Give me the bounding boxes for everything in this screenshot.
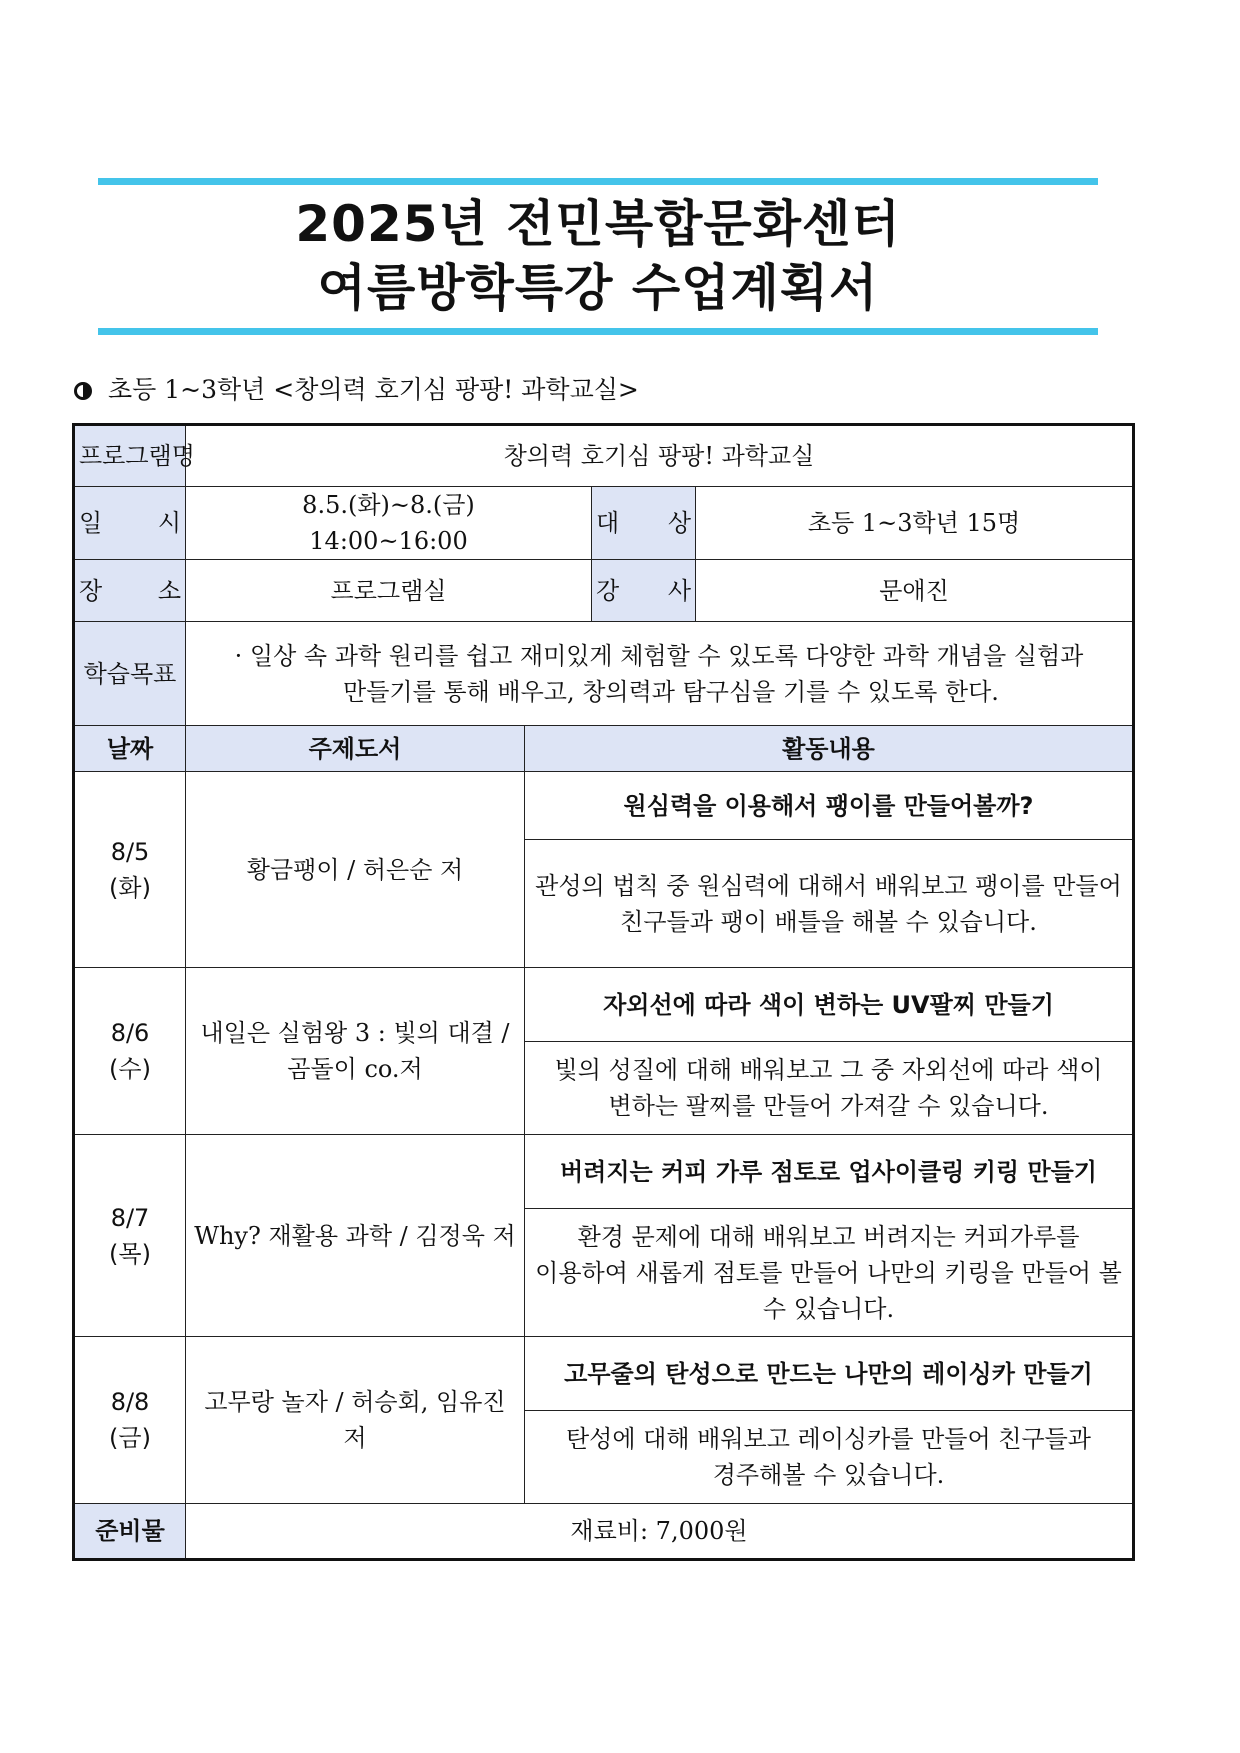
place-label: 장 소 bbox=[74, 560, 186, 622]
session-date-cell bbox=[74, 1135, 186, 1337]
activity-title: 버려지는 커피 가루 점토로 업사이클링 키링 만들기 bbox=[525, 1135, 1134, 1209]
goal-value bbox=[186, 622, 1134, 726]
place-value: 프로그램실 bbox=[186, 560, 592, 622]
column-header-activity: 활동내용 bbox=[525, 726, 1134, 772]
target-label: 대 상 bbox=[592, 487, 696, 560]
session-book: 내일은 실험왕 3 : 빛의 대결 / 곰돌이 co.저 bbox=[186, 968, 525, 1135]
goal-row bbox=[74, 622, 1134, 726]
half-circle-bullet-icon bbox=[74, 382, 92, 400]
goal-label: 학습목표 bbox=[74, 622, 186, 726]
schedule-value bbox=[186, 487, 592, 560]
session-book: 황금팽이 / 허은순 저 bbox=[186, 772, 525, 968]
document-title-line2: 여름방학특강 수업계획서 bbox=[317, 259, 879, 317]
goal-text-line2: 만들기를 통해 배우고, 창의력과 탐구심을 기를 수 있도록 한다. bbox=[343, 677, 999, 706]
activity-title: 고무줄의 탄성으로 만드는 나만의 레이싱카 만들기 bbox=[525, 1337, 1134, 1411]
target-value: 초등 1~3학년 15명 bbox=[696, 487, 1134, 560]
activity-description: 관성의 법칙 중 원심력에 대해서 배워보고 팽이를 만들어 친구들과 팽이 배틀을 해볼 수 있습니다. bbox=[525, 840, 1134, 968]
table-row bbox=[74, 772, 1134, 840]
document-title-block bbox=[98, 178, 1098, 336]
column-header-date: 날짜 bbox=[74, 726, 186, 772]
session-book: Why? 재활용 과학 / 김정욱 저 bbox=[186, 1135, 525, 1337]
place-row bbox=[74, 560, 1134, 622]
session-day: (금) bbox=[109, 1424, 151, 1452]
column-header-row bbox=[74, 726, 1134, 772]
column-header-book: 주제도서 bbox=[186, 726, 525, 772]
schedule-date: 8.5.(화)~8.(금) bbox=[302, 491, 475, 519]
session-day: (목) bbox=[109, 1239, 151, 1268]
activity-title: 원심력을 이용해서 팽이를 만들어볼까? bbox=[525, 772, 1134, 840]
table-row bbox=[74, 1337, 1134, 1411]
session-date-cell bbox=[74, 772, 186, 968]
schedule-label: 일 시 bbox=[74, 487, 186, 560]
title-bottom-rule bbox=[98, 328, 1098, 335]
activity-description: 빛의 성질에 대해 배워보고 그 중 자외선에 따라 색이 변하는 팔찌를 만들어 가져갈 수 있습니다. bbox=[525, 1042, 1134, 1135]
instructor-value: 문애진 bbox=[696, 560, 1134, 622]
activity-description: 환경 문제에 대해 배워보고 버려지는 커피가루를 이용하여 새롭게 점토를 만들어 나만의 키링을 만들어 볼 수 있습니다. bbox=[525, 1209, 1134, 1337]
session-date: 8/5 bbox=[110, 837, 150, 866]
lesson-plan-table bbox=[72, 423, 1135, 1561]
document-title-line1: 2025년 전민복합문화센터 bbox=[295, 195, 901, 253]
materials-row bbox=[74, 1504, 1134, 1560]
table-row bbox=[74, 968, 1134, 1042]
schedule-row bbox=[74, 487, 1134, 560]
session-date: 8/8 bbox=[110, 1388, 150, 1416]
session-date: 8/7 bbox=[110, 1203, 150, 1232]
program-row bbox=[74, 425, 1134, 487]
table-row bbox=[74, 1135, 1134, 1209]
instructor-label: 강 사 bbox=[592, 560, 696, 622]
program-value: 창의력 호기심 팡팡! 과학교실 bbox=[186, 425, 1134, 487]
session-date-cell bbox=[74, 968, 186, 1135]
session-date-cell bbox=[74, 1337, 186, 1504]
session-day: (수) bbox=[109, 1055, 151, 1083]
materials-value: 재료비: 7,000원 bbox=[186, 1504, 1134, 1560]
session-book: 고무랑 놀자 / 허승회, 임유진 저 bbox=[186, 1337, 525, 1504]
title-top-rule bbox=[98, 178, 1098, 185]
schedule-time: 14:00~16:00 bbox=[309, 527, 468, 555]
materials-label: 준비물 bbox=[74, 1504, 186, 1560]
goal-text-line1: · 일상 속 과학 원리를 쉽고 재미있게 체험할 수 있도록 다양한 과학 개념을 실험과 bbox=[234, 641, 1084, 670]
activity-description: 탄성에 대해 배워보고 레이싱카를 만들어 친구들과 경주해볼 수 있습니다. bbox=[525, 1411, 1134, 1504]
session-date: 8/6 bbox=[110, 1019, 150, 1047]
section-subtitle bbox=[74, 373, 639, 407]
activity-title: 자외선에 따라 색이 변하는 UV팔찌 만들기 bbox=[525, 968, 1134, 1042]
session-day: (화) bbox=[109, 873, 151, 902]
program-label: 프로그램명 bbox=[74, 425, 186, 487]
section-subtitle-text: 초등 1~3학년 <창의력 호기심 팡팡! 과학교실> bbox=[108, 375, 639, 404]
